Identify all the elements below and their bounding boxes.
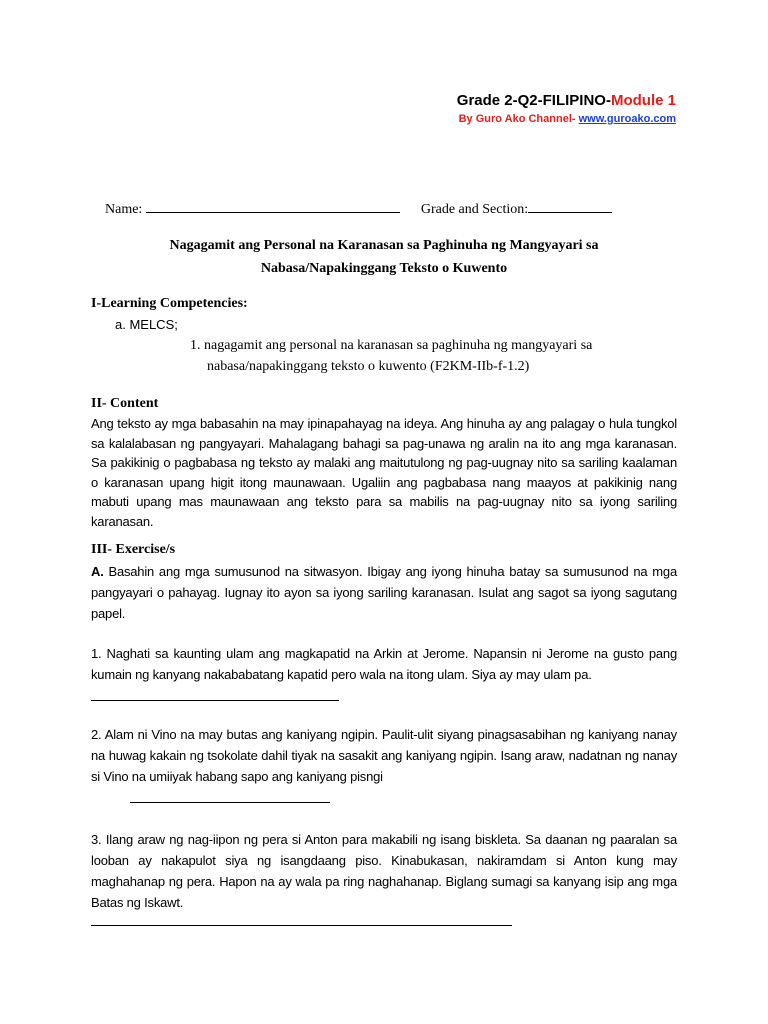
grade-section-label: Grade and Section: (420, 202, 529, 217)
exercise-heading: III- Exercise/s (91, 542, 176, 557)
byline (459, 113, 676, 125)
competency-item1-line2: nabasa/napakinggang teksto o kuwento (F2KM-IIb-f-1.2) (207, 359, 530, 374)
answer-line-1[interactable] (91, 700, 339, 701)
exercise-item-3: 3. Ilang araw ng nag-iipon ng pera si Anton para makabili ng isang biskleta. Sa daanan ng paaralan sa looban ay nakapulot siya ng isangdaang piso. Kinabukasan, nakiramdam si Anton kung may maghahanap ng pera. Hapon na ay wala pa ring naghahanap. Biglang sumagi sa kanyang isip ang mga Batas ng Iskawt. (91, 832, 677, 910)
content-heading: II- Content (91, 396, 159, 411)
lesson-title-line2: Nabasa/Napakinggang Teksto o Kuwento (260, 261, 508, 276)
byline-text: By Guro Ako Channel- (458, 113, 579, 125)
competency-item1-line1: 1. nagagamit ang personal na karanasan sa paghinuha ng mangyayari sa (190, 338, 593, 353)
lesson-title-line1: Nagagamit ang Personal na Karanasan sa Paghinuha ng Mangyayari sa (169, 238, 599, 253)
answer-line-3[interactable] (91, 925, 512, 926)
name-row (91, 182, 612, 234)
name-label: Name: (105, 202, 146, 217)
name-field[interactable] (146, 198, 400, 213)
lesson-title (91, 234, 677, 280)
exercise-item-1: 1. Naghati sa kaunting ulam ang magkapatid na Arkin at Jerome. Napansin ni Jerome na gusto pang kumain ng kanyang nakababatang kapatid pero wala na itong ulam. Siya ay may ulam pa. (91, 646, 677, 682)
answer-line-2[interactable] (130, 802, 330, 803)
melcs-label: a. MELCS; (115, 317, 178, 332)
content-paragraph: Ang teksto ay mga babasahin na may ipinapahayag na ideya. Ang hinuha ay ang palagay o hula tungkol sa kalalabasan ng pangyayari. Mahalagang bahagi sa pag-unawa ng aralin na ito ang mga karanasan. Sa pakikinig o pagbabasa ng teksto ay malaki ang maitutulong ng pag-uugnay nito sa sariling kaalaman o karanasan upang higit itong maunawaan. Ugaliin ang pagbabasa nang maayos at pakikinig nang mabuti upang mas maunawaan ang teksto para sa mabilis na pag-uugnay nito sa iyong sariling karanasan. (91, 416, 677, 529)
module-title (457, 92, 676, 109)
exercise-a-text: Basahin ang mga sumusunod na sitwasyon. Ibigay ang iyong hinuha batay sa sumusunod na mga pangyayari o pahayag. Iugnay ito ayon sa iyong sariling karanasan. Isulat ang sagot sa iyong sagutang papel. (91, 564, 677, 621)
module-number: Module 1 (610, 92, 676, 109)
exercise-instruction (91, 561, 677, 624)
exercise-item-2: 2. Alam ni Vino na may butas ang kaniyang ngipin. Paulit-ulit siyang pinagsasabihan ng kaniyang nanay na huwag kakain ng tsokolate dahil tiyak na sasakit ang kaniyang ngipin. Isang araw, nadatnan ng nanay si Vino na umiiyak habang sapo ang kaniyang pisngi (91, 727, 677, 784)
exercise-a-label: A. (91, 564, 104, 579)
grade-section-field[interactable] (528, 198, 612, 213)
module-title-prefix: Grade 2-Q2-FILIPINO- (456, 92, 611, 109)
website-link[interactable]: www.guroako.com (578, 113, 676, 125)
competencies-heading: I-Learning Competencies: (91, 296, 248, 311)
